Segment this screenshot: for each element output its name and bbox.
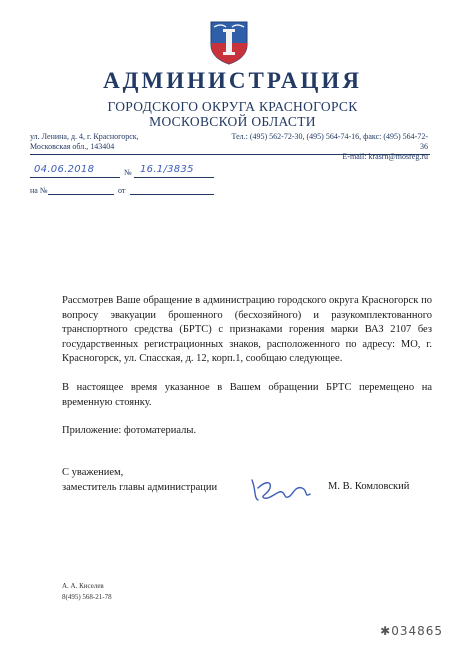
closing: С уважением, bbox=[62, 467, 124, 478]
registration-number: 16.1/3835 bbox=[140, 164, 194, 175]
number-underline bbox=[134, 177, 214, 178]
org-subtitle-line1: ГОРОДСКОГО ОКРУГА КРАСНОГОРСК bbox=[107, 99, 358, 114]
ref-from: от bbox=[118, 186, 126, 195]
org-address bbox=[30, 132, 139, 152]
ref-date-underline bbox=[130, 194, 214, 195]
ref-number-underline bbox=[48, 194, 114, 195]
form-serial-number bbox=[380, 624, 443, 638]
org-title: АДМИНИСТРАЦИЯ bbox=[103, 68, 362, 93]
letter-paragraph-2 bbox=[62, 381, 432, 410]
address-line2: Московская обл., 143404 bbox=[30, 142, 115, 151]
paragraph-2-text: В настоящее время указанное в Вашем обращении БРТС перемещено на временную стоянку. bbox=[62, 382, 432, 408]
header-divider bbox=[30, 154, 430, 155]
number-label: № bbox=[124, 168, 132, 177]
coat-of-arms-icon bbox=[206, 19, 252, 65]
ref-prefix: на № bbox=[30, 186, 48, 195]
serial-value: 034865 bbox=[391, 624, 443, 638]
executor-name: А. А. Киселев bbox=[62, 582, 104, 590]
address-line1: ул. Ленина, д. 4, г. Красногорск, bbox=[30, 132, 139, 141]
paragraph-1-text: Рассмотрев Ваше обращение в администрацию городского округа Красногорск по вопросу эвакуации брошенного (бесхозяйного) и разукомплектованного транспортного средства (БРТС) с признаками горения марки ВАЗ 2107 без государственных регистрационных знаков, расположенного по адресу: МО, г. Красногорск, ул. Спасская, д. 12, корп.1, сообщаю следующее. bbox=[62, 295, 432, 364]
handwritten-signature bbox=[246, 470, 314, 506]
signer-name: М. В. Комловский bbox=[328, 481, 410, 492]
serial-star: ✱ bbox=[380, 624, 392, 638]
phone-line: Тел.: (495) 562-72-30, (495) 564-74-16, факс: (495) 564-72-36 bbox=[231, 132, 428, 151]
org-subtitle-line2: МОСКОВСКОЙ ОБЛАСТИ bbox=[149, 114, 316, 129]
letter-paragraph-1 bbox=[62, 294, 432, 367]
signer-position: заместитель главы администрации bbox=[62, 482, 218, 493]
executor-phone: 8(495) 568-21-78 bbox=[62, 593, 112, 601]
email-line: E-mail: krasrn@mosreg.ru bbox=[342, 152, 428, 161]
date-underline bbox=[30, 177, 120, 178]
attachment-note: Приложение: фотоматериалы. bbox=[62, 425, 197, 436]
org-contacts bbox=[225, 132, 428, 162]
registration-date: 04.06.2018 bbox=[34, 164, 95, 175]
